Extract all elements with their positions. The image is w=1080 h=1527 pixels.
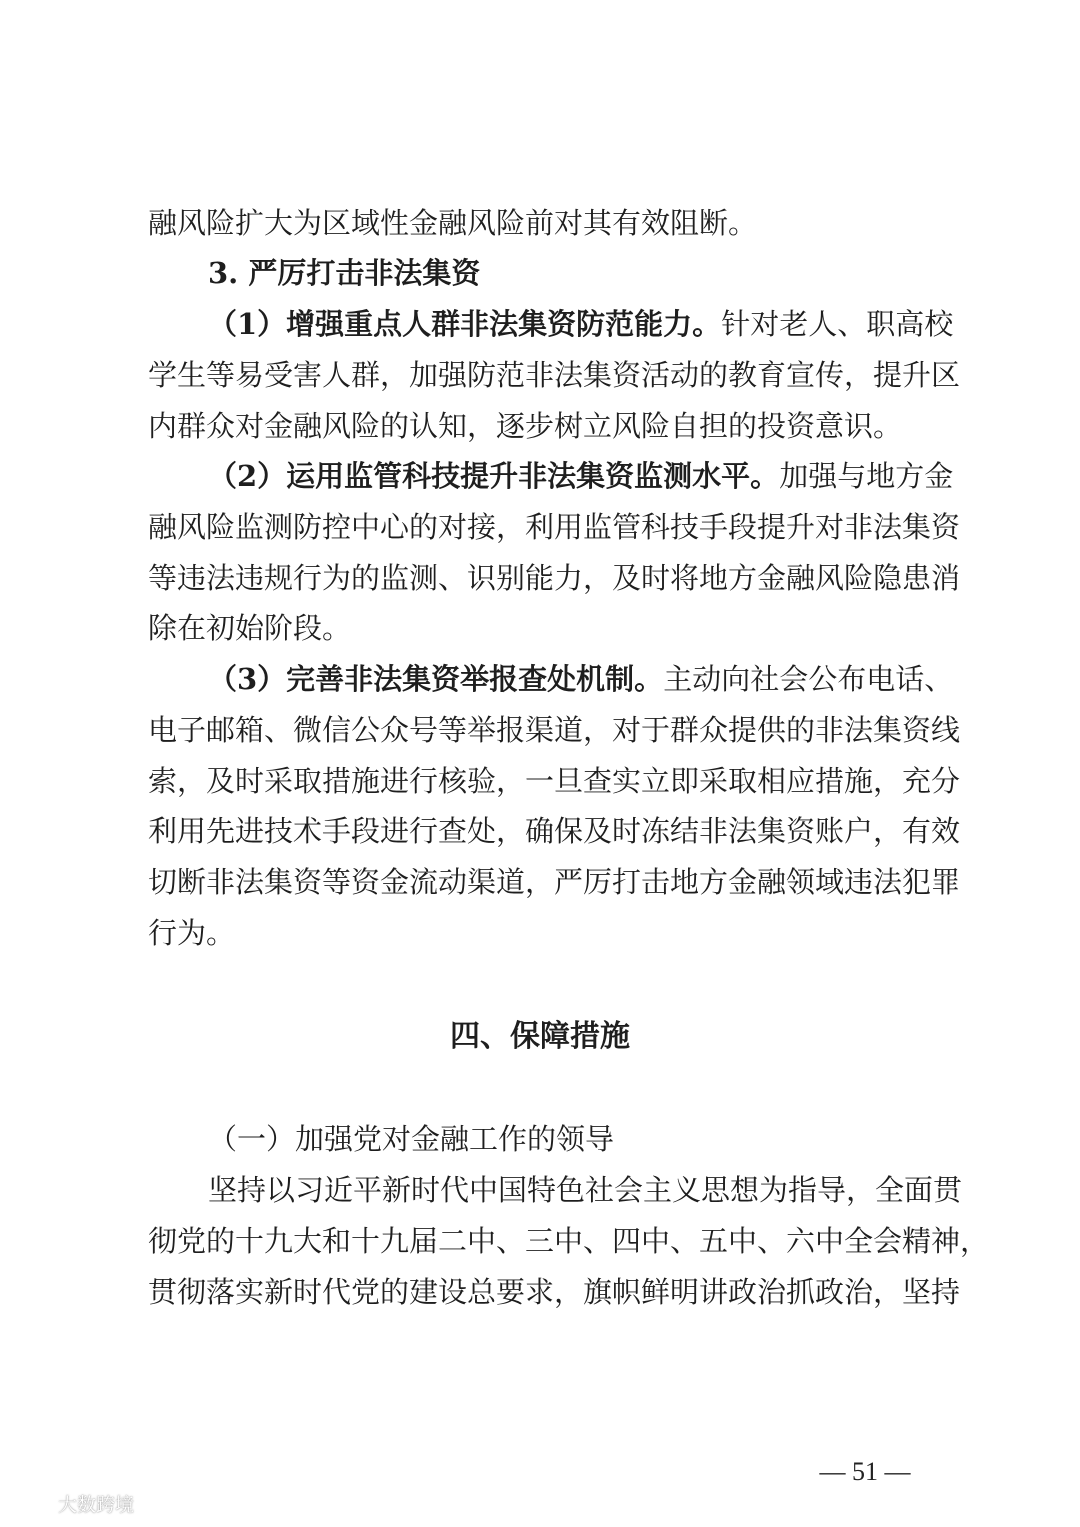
text-line: 彻党的十九大和十九届二中、三中、四中、五中、六中全会精神， xyxy=(148,1224,990,1258)
text-line: 融风险监测防控中心的对接，利用监管科技手段提升对非法集资 xyxy=(148,510,961,544)
text-line: 学生等易受害人群，加强防范非法集资活动的教育宣传，提升区 xyxy=(148,358,961,392)
text-line: 切断非法集资等资金流动渠道，严厉打击地方金融领域违法犯罪 xyxy=(148,865,961,899)
text-line: 贯彻落实新时代党的建设总要求，旗帜鲜明讲政治抓政治，坚持 xyxy=(148,1275,961,1309)
text-line: （3）完善非法集资举报查处机制。主动向社会公布电话、 xyxy=(208,662,954,696)
watermark-text: 大数跨境 xyxy=(58,1493,135,1516)
text-line: 索，及时采取措施进行核验，一旦查实立即采取相应措施，充分 xyxy=(148,764,961,798)
text-line: 除在初始阶段。 xyxy=(148,611,352,645)
text-line: 融风险扩大为区域性金融风险前对其有效阻断。 xyxy=(148,206,758,240)
text-line: （1）增强重点人群非法集资防范能力。针对老人、职高校 xyxy=(208,307,954,341)
section-title: 四、保障措施 xyxy=(450,1019,630,1054)
text-line: 利用先进技术手段进行查处，确保及时冻结非法集资账户，有效 xyxy=(148,814,961,848)
item-lead: （3）完善非法集资举报查处机制。 xyxy=(208,662,664,696)
text-line: 电子邮箱、微信公众号等举报渠道，对于群众提供的非法集资线 xyxy=(148,713,961,747)
page-number: — 51 — xyxy=(819,1457,911,1486)
text-line: 等违法违规行为的监测、识别能力，及时将地方金融风险隐患消 xyxy=(148,561,961,595)
text-line: （2）运用监管科技提升非法集资监测水平。加强与地方金 xyxy=(208,459,954,493)
subsection-heading: 3. 严厉打击非法集资 xyxy=(208,256,481,290)
sub-heading: （一）加强党对金融工作的领导 xyxy=(208,1122,615,1156)
item-lead: （2）运用监管科技提升非法集资监测水平。 xyxy=(208,459,780,493)
text-line: 内群众对金融风险的认知，逐步树立风险自担的投资意识。 xyxy=(148,409,903,443)
watermark xyxy=(8,1488,134,1518)
text-line: 坚持以习近平新时代中国特色社会主义思想为指导，全面贯 xyxy=(208,1173,963,1207)
item-lead: （1）增强重点人群非法集资防范能力。 xyxy=(208,307,722,341)
brand-logo-icon xyxy=(8,1490,52,1516)
text-line: 行为。 xyxy=(148,916,236,950)
